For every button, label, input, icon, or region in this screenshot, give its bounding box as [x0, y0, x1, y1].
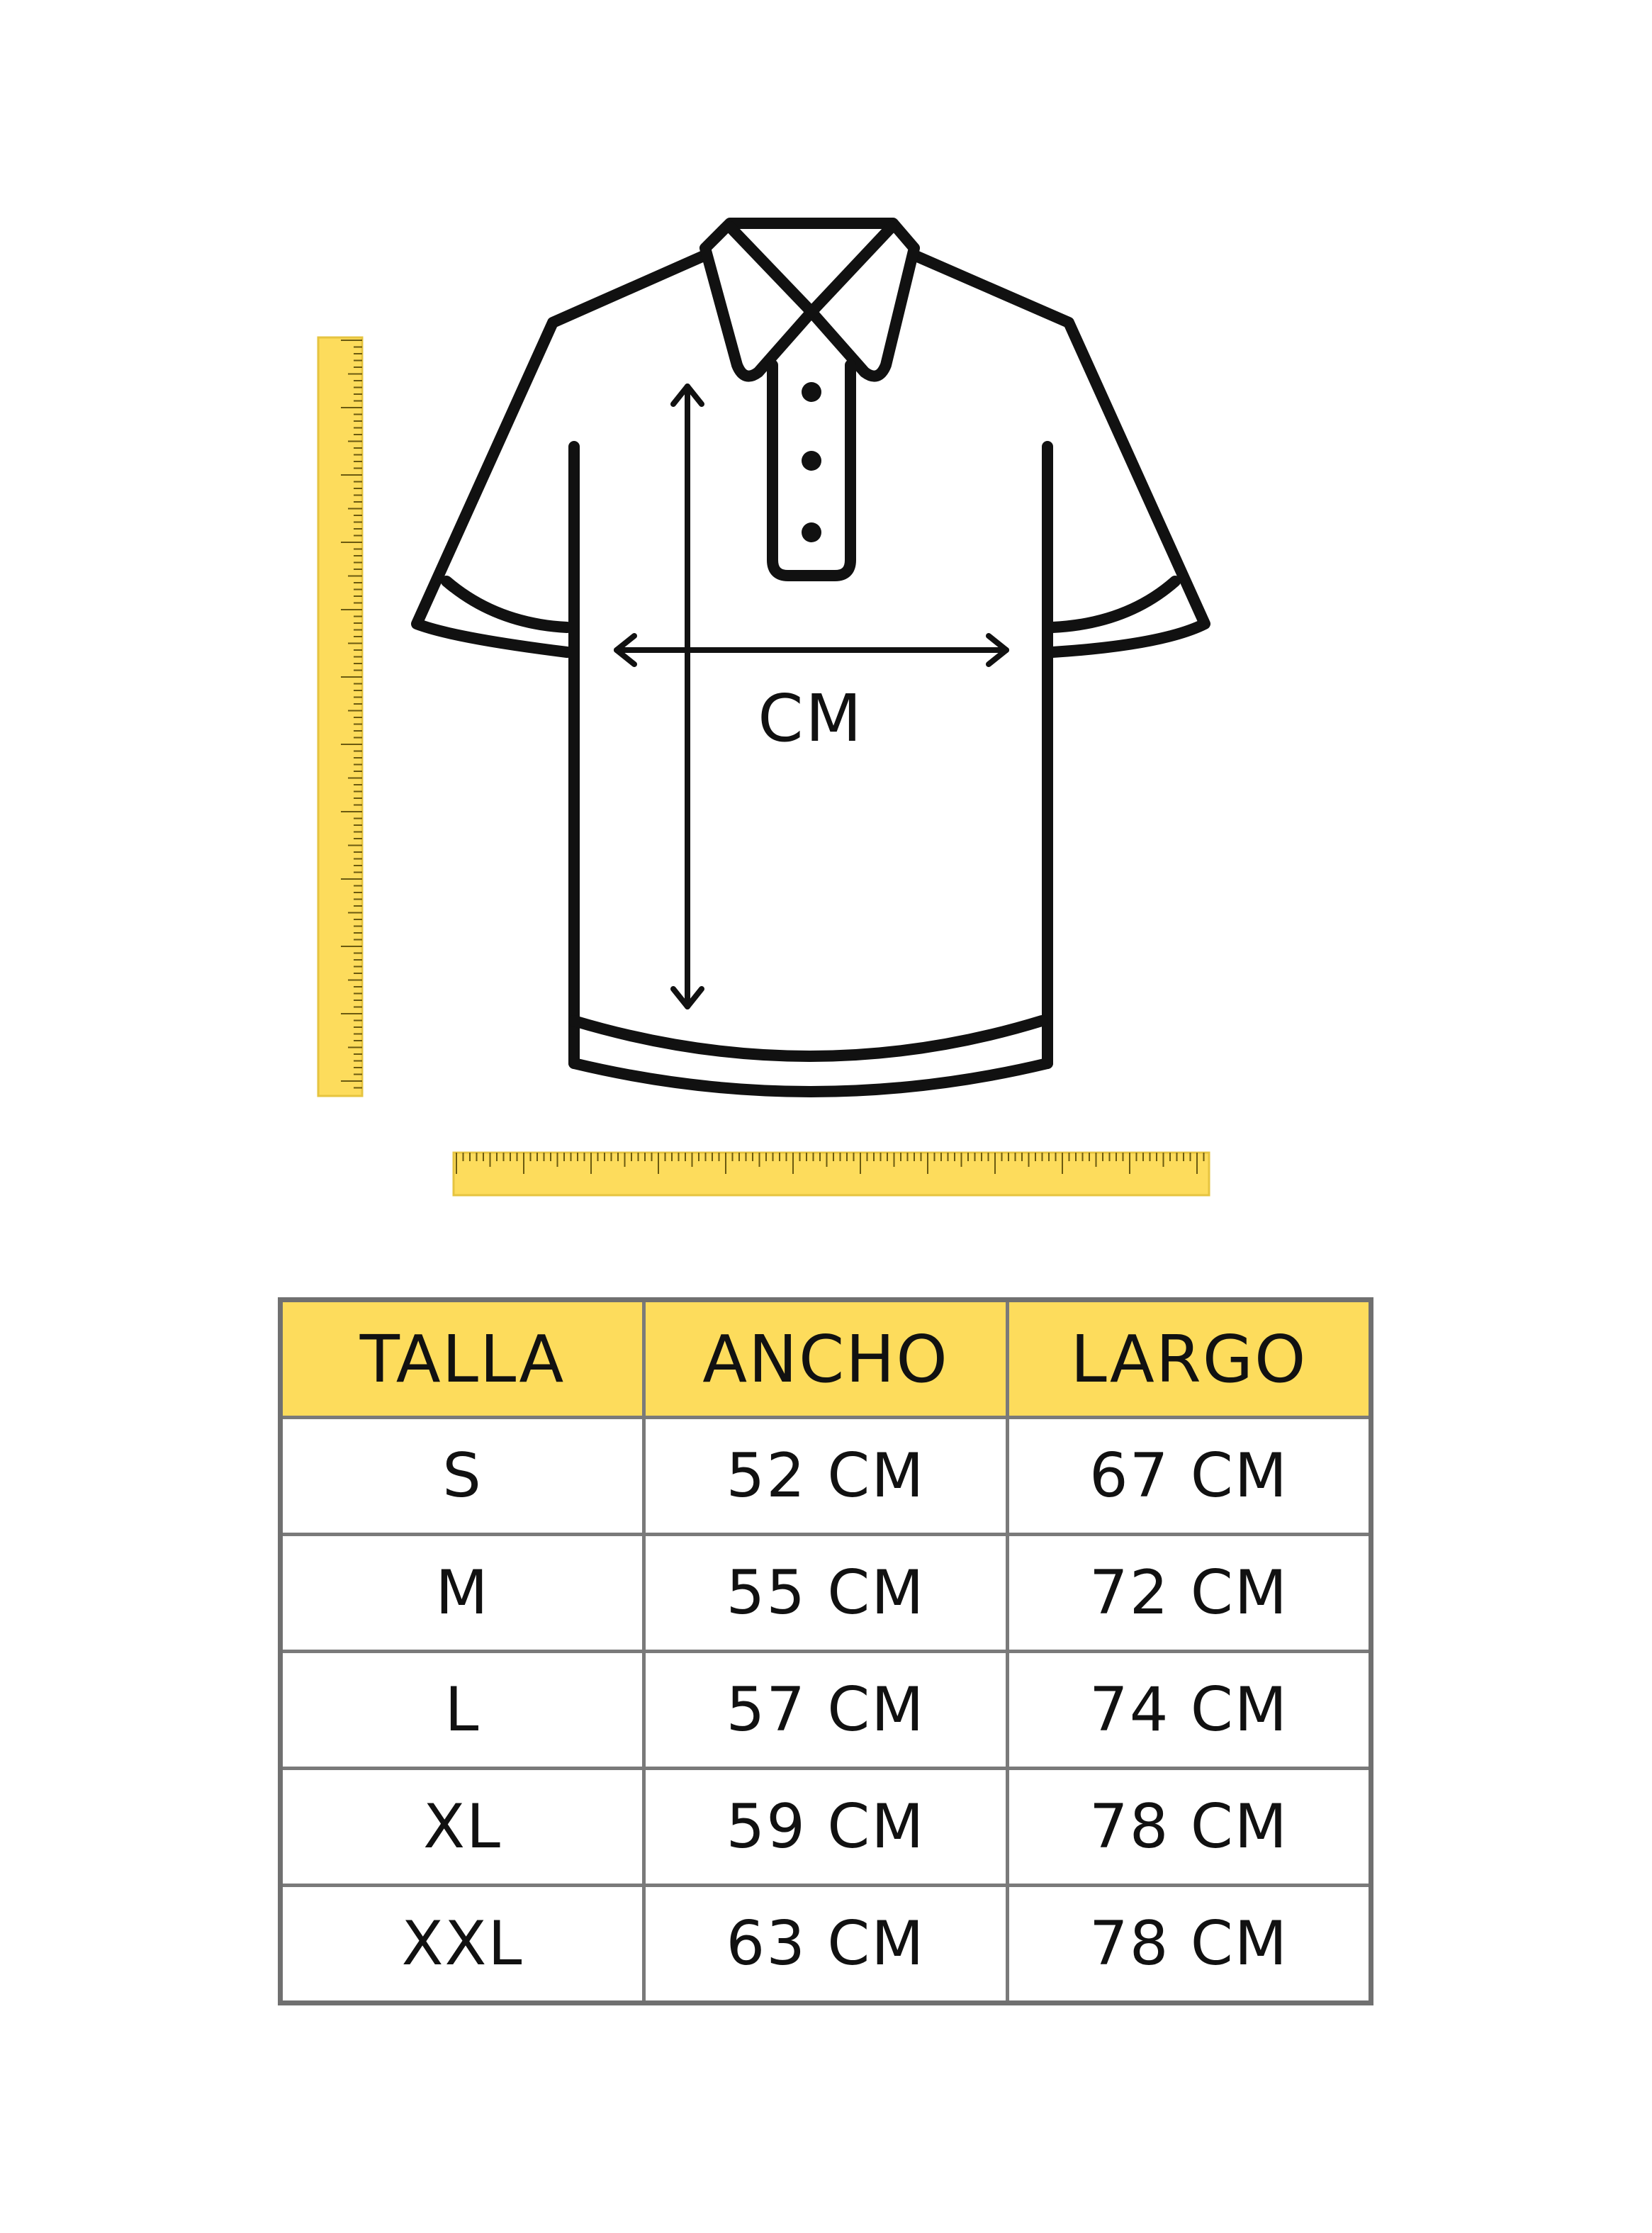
- size-cell: M: [281, 1535, 644, 1652]
- length-cell: 67 CM: [1008, 1418, 1371, 1535]
- size-chart-table: [278, 1297, 1373, 2005]
- table-row: [281, 1886, 1371, 2003]
- table-row: [281, 1418, 1371, 1535]
- width-cell: 57 CM: [644, 1652, 1008, 1769]
- table-row: [281, 1769, 1371, 1886]
- size-cell: XL: [281, 1769, 644, 1886]
- length-cell: 78 CM: [1008, 1769, 1371, 1886]
- table-row: [281, 1535, 1371, 1652]
- table-row: [281, 1652, 1371, 1769]
- width-cell: 59 CM: [644, 1769, 1008, 1886]
- width-cell: 52 CM: [644, 1418, 1008, 1535]
- table-header-row: [281, 1300, 1371, 1418]
- length-cell: 72 CM: [1008, 1535, 1371, 1652]
- vertical-ruler: [318, 337, 362, 1096]
- placket-buttons: [802, 382, 821, 542]
- length-cell: 74 CM: [1008, 1652, 1371, 1769]
- header-largo: LARGO: [1008, 1300, 1371, 1418]
- width-cell: 55 CM: [644, 1535, 1008, 1652]
- header-ancho: ANCHO: [644, 1300, 1008, 1418]
- size-cell: XXL: [281, 1886, 644, 2003]
- unit-label: CM: [758, 681, 864, 756]
- header-talla: TALLA: [281, 1300, 644, 1418]
- width-cell: 63 CM: [644, 1886, 1008, 2003]
- length-cell: 78 CM: [1008, 1886, 1371, 2003]
- size-cell: S: [281, 1418, 644, 1535]
- polo-shirt-icon: [417, 223, 1205, 1092]
- horizontal-ruler: [454, 1153, 1209, 1195]
- size-cell: L: [281, 1652, 644, 1769]
